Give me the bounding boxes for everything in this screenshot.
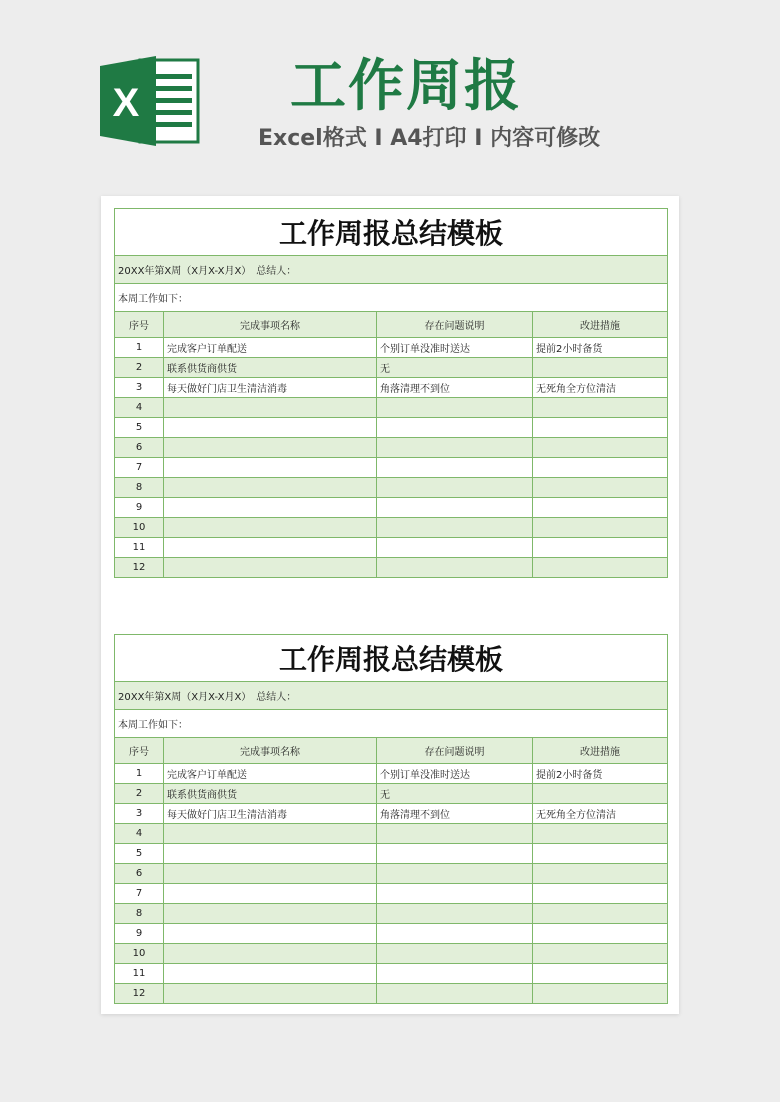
cell-fix [533, 398, 668, 418]
table-row [115, 964, 668, 984]
cell-issue [377, 824, 533, 844]
cell-fix [533, 984, 668, 1004]
table-row [115, 824, 668, 844]
period-label: 20XX年第X周（X月X-X月X） [118, 692, 247, 703]
cell-task [164, 904, 377, 924]
cell-task: 完成客户订单配送 [164, 338, 377, 358]
col-header-task: 完成事项名称 [164, 312, 377, 338]
cell-issue [377, 518, 533, 538]
cell-fix [533, 844, 668, 864]
cell-issue [377, 538, 533, 558]
table-row [115, 924, 668, 944]
cell-no: 9 [115, 924, 164, 944]
cell-no: 4 [115, 398, 164, 418]
col-header-task: 完成事项名称 [164, 738, 377, 764]
cell-fix [533, 418, 668, 438]
cell-task: 完成客户订单配送 [164, 764, 377, 784]
table-row [115, 418, 668, 438]
cell-issue: 个别订单没准时送达 [377, 338, 533, 358]
cell-issue: 角落清理不到位 [377, 378, 533, 398]
cell-task [164, 844, 377, 864]
cell-task: 联系供货商供货 [164, 358, 377, 378]
cell-issue [377, 558, 533, 578]
cell-no: 3 [115, 804, 164, 824]
cell-task [164, 864, 377, 884]
report-title: 工作周报总结模板 [115, 635, 668, 682]
cell-no: 2 [115, 358, 164, 378]
col-header-no: 序号 [115, 312, 164, 338]
cell-issue [377, 884, 533, 904]
cell-task [164, 924, 377, 944]
cell-issue: 无 [377, 358, 533, 378]
cell-fix [533, 964, 668, 984]
table-row [115, 378, 668, 398]
cell-no: 8 [115, 478, 164, 498]
cell-issue [377, 864, 533, 884]
cell-fix [533, 558, 668, 578]
cell-issue [377, 964, 533, 984]
cell-issue: 无 [377, 784, 533, 804]
summarizer-label: 总结人： [256, 692, 297, 703]
cell-task [164, 824, 377, 844]
col-header-fix: 改进措施 [533, 738, 668, 764]
cell-no: 8 [115, 904, 164, 924]
cell-task: 每天做好门店卫生清洁消毒 [164, 804, 377, 824]
cell-fix: 提前2小时备货 [533, 764, 668, 784]
table-row [115, 558, 668, 578]
period-row [115, 256, 668, 284]
cell-issue [377, 478, 533, 498]
table-row [115, 804, 668, 824]
cell-task [164, 944, 377, 964]
cell-task [164, 398, 377, 418]
cell-task [164, 518, 377, 538]
table-row [115, 844, 668, 864]
excel-logo-icon [100, 56, 200, 146]
cell-fix [533, 784, 668, 804]
cell-fix [533, 884, 668, 904]
cell-issue [377, 844, 533, 864]
cell-issue [377, 458, 533, 478]
table-row [115, 884, 668, 904]
cell-fix: 提前2小时备货 [533, 338, 668, 358]
cell-fix [533, 904, 668, 924]
cell-issue [377, 984, 533, 1004]
page-header [0, 0, 780, 190]
cell-no: 5 [115, 418, 164, 438]
cell-task [164, 538, 377, 558]
cell-no: 1 [115, 764, 164, 784]
report-table-2 [114, 634, 668, 1004]
cell-issue [377, 398, 533, 418]
table-row [115, 864, 668, 884]
cell-fix [533, 358, 668, 378]
cell-task [164, 964, 377, 984]
col-header-issue: 存在问题说明 [377, 738, 533, 764]
cell-issue [377, 498, 533, 518]
table-row [115, 764, 668, 784]
page-title: 工作周报 [290, 54, 522, 119]
table-row [115, 984, 668, 1004]
cell-no: 10 [115, 518, 164, 538]
cell-fix: 无死角全方位清洁 [533, 804, 668, 824]
logo-letter: X [112, 81, 140, 125]
cell-fix [533, 864, 668, 884]
cell-task [164, 438, 377, 458]
cell-no: 12 [115, 984, 164, 1004]
table-body [115, 764, 668, 1004]
cell-fix [533, 498, 668, 518]
cell-fix [533, 924, 668, 944]
table-row [115, 478, 668, 498]
cell-no: 6 [115, 438, 164, 458]
cell-no: 6 [115, 864, 164, 884]
table-row [115, 358, 668, 378]
table-body [115, 338, 668, 578]
cell-task [164, 478, 377, 498]
table-row [115, 338, 668, 358]
col-header-no: 序号 [115, 738, 164, 764]
table-row [115, 784, 668, 804]
cell-issue: 个别订单没准时送达 [377, 764, 533, 784]
table-row [115, 458, 668, 478]
table-row [115, 398, 668, 418]
report-title: 工作周报总结模板 [115, 209, 668, 256]
period-row [115, 682, 668, 710]
cell-no: 9 [115, 498, 164, 518]
cell-task [164, 984, 377, 1004]
intro-label: 本周工作如下： [115, 710, 668, 738]
report-table-1 [114, 208, 668, 578]
cell-fix [533, 478, 668, 498]
cell-no: 11 [115, 538, 164, 558]
cell-no: 3 [115, 378, 164, 398]
cell-issue: 角落清理不到位 [377, 804, 533, 824]
cell-task: 每天做好门店卫生清洁消毒 [164, 378, 377, 398]
cell-no: 7 [115, 458, 164, 478]
cell-no: 1 [115, 338, 164, 358]
table-row [115, 438, 668, 458]
cell-issue [377, 944, 533, 964]
cell-no: 11 [115, 964, 164, 984]
cell-issue [377, 924, 533, 944]
cell-fix [533, 438, 668, 458]
cell-no: 7 [115, 884, 164, 904]
summarizer-label: 总结人： [256, 266, 297, 277]
cell-issue [377, 438, 533, 458]
cell-fix [533, 458, 668, 478]
cell-fix [533, 944, 668, 964]
cell-no: 12 [115, 558, 164, 578]
cell-task [164, 558, 377, 578]
table-row [115, 498, 668, 518]
period-label: 20XX年第X周（X月X-X月X） [118, 266, 247, 277]
cell-task [164, 418, 377, 438]
cell-fix [533, 518, 668, 538]
intro-label: 本周工作如下： [115, 284, 668, 312]
cell-task [164, 458, 377, 478]
cell-no: 5 [115, 844, 164, 864]
cell-no: 2 [115, 784, 164, 804]
table-row [115, 538, 668, 558]
cell-issue [377, 418, 533, 438]
cell-task [164, 884, 377, 904]
table-row [115, 944, 668, 964]
cell-fix: 无死角全方位清洁 [533, 378, 668, 398]
col-header-fix: 改进措施 [533, 312, 668, 338]
cell-fix [533, 538, 668, 558]
table-row [115, 904, 668, 924]
table-row [115, 518, 668, 538]
cell-task [164, 498, 377, 518]
col-header-issue: 存在问题说明 [377, 312, 533, 338]
cell-issue [377, 904, 533, 924]
cell-task: 联系供货商供货 [164, 784, 377, 804]
cell-no: 4 [115, 824, 164, 844]
cell-fix [533, 824, 668, 844]
page-subtitle: Excel格式 I A4打印 I 内容可修改 [258, 126, 601, 151]
cell-no: 10 [115, 944, 164, 964]
